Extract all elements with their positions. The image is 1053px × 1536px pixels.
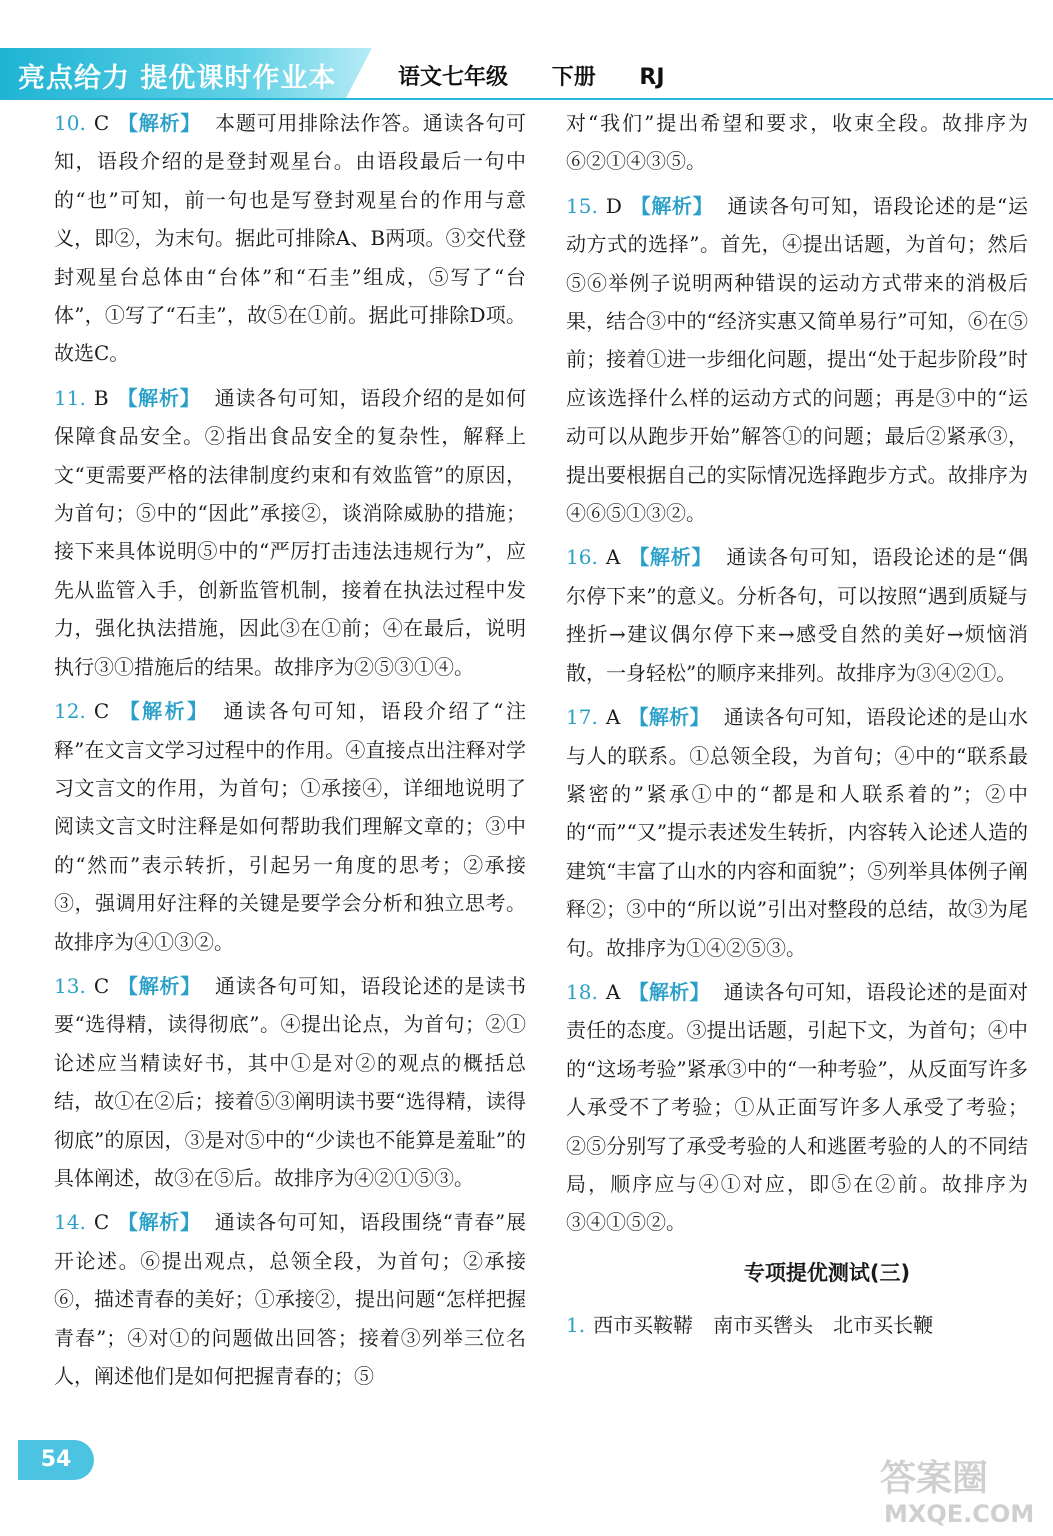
watermark-logo (870, 1448, 1040, 1528)
item-text: 通读各句可知，语段论述的是面对责任的态度。③提出话题，引起下文，为首句；④中的“这场考验”紧承③中的“一种考验”，从反面写许多人承受不了考验；①从正面写许多人承受了考验；②⑤分别写了承受考验的人和逃匿考验的人的不同结局，顺序应与④①对应，即⑤在②前。故排序为③④①⑤②。 (566, 979, 1029, 1235)
watermark-url: MXQE.COM (884, 1500, 1035, 1528)
item-number: 12. (54, 699, 86, 724)
analysis-tag: 【解析】 (628, 979, 710, 1004)
answer-item-14 (54, 1203, 526, 1395)
item-answer: C (93, 1210, 110, 1235)
item-number: 14. (54, 1210, 86, 1235)
item-answer: D (605, 193, 622, 218)
analysis-tag: 【解析】 (117, 973, 202, 998)
answer-item-10 (54, 104, 526, 373)
item-text: 西市买鞍鞯 南市买辔头 北市买长鞭 (593, 1313, 934, 1338)
item-number: 17. (566, 705, 598, 730)
analysis-tag: 【解析】 (628, 705, 710, 730)
item-number: 11. (54, 385, 86, 410)
item-text: 通读各句可知，语段论述的是“运动方式的选择”。首先，④提出话题，为首句；然后⑤⑥举例子说明两种错误的运动方式带来的消极后果，结合③中的“经济实惠又简单易行”可知，⑥在⑤前；接着①进一步细化问题，提出“处于起步阶段”时应该选择什么样的运动方式的问题；再是③中的“运动可以从跑步开始”解答①的问题；最后②紧承③，提出要根据自己的实际情况选择跑步方式。故排序为④⑥⑤①③②。 (566, 193, 1029, 526)
item-text: 通读各句可知，语段论述的是山水与人的联系。①总领全段，为首句；④中的“联系最紧密的”紧承①中的“都是和人联系着的”；②中的“而”“又”提示表述发生转折，内容转入论述人造的建筑“丰富了山水的内容和面貌”；⑤列举具体例子阐释②；③中的“所以说”引出对整段的总结，故③为尾句。故排序为①④②⑤③。 (566, 705, 1029, 960)
analysis-tag: 【解析】 (117, 111, 202, 135)
item-answer: C (93, 699, 110, 724)
answer-item-16 (566, 538, 1028, 692)
watermark-text: 答案圈 (880, 1458, 989, 1499)
item-answer: A (605, 705, 621, 730)
item-text: 本题可用排除法作答。通读各句可知，语段介绍的是登封观星台。由语段最后一句中的“也”可知，前一句也是写登封观星台的作用与意义，即②，为末句。据此可排除A、B两项。③交代登封观星台总体由“台体”和“石圭”组成，⑤写了“台体”，①写了“石圭”，故⑤在①前。据此可排除D项。故选C。 (54, 111, 527, 366)
item-number: 10. (54, 111, 86, 135)
section-item-1 (566, 1306, 1028, 1344)
item-answer: C (93, 973, 110, 998)
item-answer: A (605, 979, 621, 1004)
subject-label: 语文七年级 (398, 65, 509, 90)
header-divider (0, 98, 1053, 100)
item-answer: A (605, 545, 621, 570)
item-text: 通读各句可知，语段论述的是读书要“选得精，读得彻底”。④提出论点，为首句；②①论述应当精读好书，其中①是对②的观点的概括总结，故①在②后；接着⑤③阐明读书要“选得精，读得彻底”的原因，③是对⑤中的“少读也不能算是羞耻”的具体阐述，故③在⑤后。故排序为④②①⑤③。 (54, 973, 527, 1190)
page-header (0, 0, 1053, 100)
item-number: 16. (566, 545, 598, 570)
left-column (54, 104, 526, 1401)
item-text: 通读各句可知，语段介绍了“注释”在文言文学习过程中的作用。④直接点出注释对学习文言文的作用，为首句；①承接④，详细地说明了阅读文言文时注释是如何帮助我们理解文章的；③中的“然而”表示转折，引起另一角度的思考；②承接③，强调用好注释的关键是要学会分析和独立思考。故排序为④①③②。 (54, 699, 526, 954)
item-text: 对“我们”提出希望和要求，收束全段。故排序为⑥②①④③⑤。 (566, 111, 1028, 174)
analysis-tag: 【解析】 (628, 545, 713, 570)
volume-label: 下册 (551, 65, 596, 90)
page-number: 54 (18, 1440, 94, 1480)
answer-item-17 (566, 698, 1028, 967)
item-answer: B (93, 385, 109, 410)
item-number: 15. (566, 193, 598, 218)
item-number: 18. (566, 979, 598, 1004)
item-text: 通读各句可知，语段围绕“青春”展开论述。⑥提出观点，总领全段，为首句；②承接⑥，描述青春的美好；①承接②，提出问题“怎样把握青春”；④对①的问题做出回答；接着③列举三位名人，阐述他们是如何把握青春的；⑤ (54, 1210, 526, 1388)
analysis-tag: 【解析】 (629, 193, 714, 218)
section-title: 专项提优测试(三) (743, 1260, 911, 1285)
answer-item-18 (566, 973, 1028, 1242)
item-answer: C (93, 111, 110, 135)
right-column (566, 104, 1028, 1351)
item-number: 13. (54, 973, 86, 998)
series-title: 亮点给力 提优课时作业本 (18, 63, 337, 94)
item-text: 通读各句可知，语段介绍的是如何保障食品安全。②指出食品安全的复杂性，解释上文“更需要严格的法律制度约束和有效监管”的原因，为首句；⑤中的“因此”承接②，谈消除威胁的措施；接下来具体说明⑤中的“严厉打击违法违规行为”，应先从监管入手，创新监管机制，接着在执法过程中发力，强化执法措施，因此③在①前；④在最后，说明执行③①措施后的结果。故排序为②⑤③①④。 (54, 385, 527, 679)
subject-info (398, 60, 701, 91)
item-number: 1. (566, 1313, 586, 1338)
analysis-tag: 【解析】 (116, 385, 201, 410)
answer-item-13 (54, 967, 526, 1197)
analysis-tag: 【解析】 (117, 1210, 201, 1235)
answer-item-12 (54, 692, 526, 961)
edition-label: RJ (639, 65, 665, 90)
answer-item-11 (54, 379, 526, 686)
item-text: 通读各句可知，语段论述的是“偶尔停下来”的意义。分析各句，可以按照“遇到质疑与挫折→建议偶尔停下来→感受自然的美好→烦恼消散，一身轻松”的顺序来排列。故排序为③④②①。 (566, 545, 1029, 685)
analysis-tag: 【解析】 (117, 699, 210, 724)
answer-item-15 (566, 187, 1028, 533)
answer-item-14-continued (566, 104, 1028, 181)
